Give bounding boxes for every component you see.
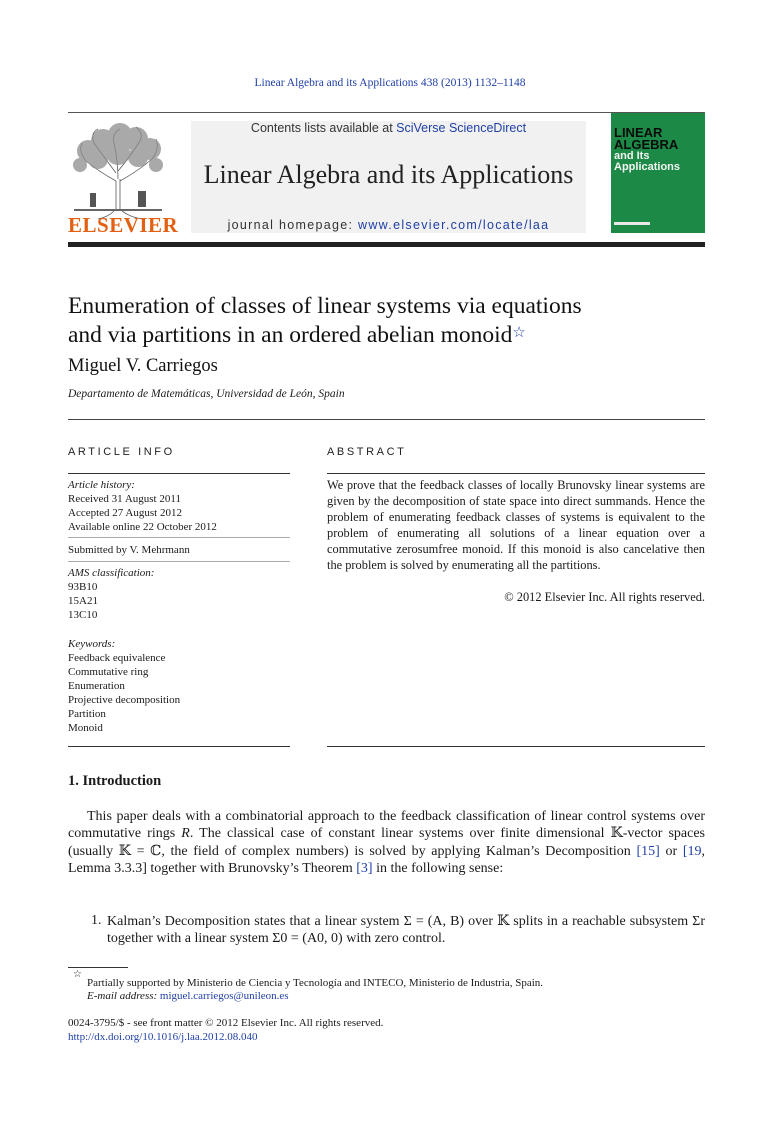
intro-text-d: , Lemma 3.3.3] together with Brunovsky’s Theorem <box>68 843 705 877</box>
list-item-kalman: Kalman’s Decomposition states that a linear system Σ = (A, B) over 𝕂 splits in a reachable subsystem Σr together with a linear system Σ0 = (A0, 0) with zero control. <box>107 914 705 947</box>
cover-line-2: ALGEBRA <box>614 137 679 152</box>
abstract-text: We prove that the feedback classes of locally Brunovsky linear systems are given by the decomposition of state space into direct summands. Hence the problem of enumerating feedback classes of systems is equivalent to the problem of enumerating all solutions of a linear equation over a commutative zerosumfree monoid. If this monoid is also cancelative then the problem is solved by enumerating all the partitions. <box>327 478 705 572</box>
contents-prefix: Contents lists available at <box>250 121 397 135</box>
history-label: Article history: <box>68 479 135 491</box>
article-info-bottom-rule <box>68 746 290 747</box>
abstract-copyright: © 2012 Elsevier Inc. All rights reserved. <box>504 590 705 604</box>
ams-code: 93B10 <box>68 581 98 593</box>
doi-link[interactable]: http://dx.doi.org/10.1016/j.laa.2012.08.040 <box>68 1031 258 1043</box>
footnote-funding: Partially supported by Ministerio de Ciencia y Tecnología and INTECO, Ministerio de Industria, Spain. <box>87 977 544 989</box>
author-email-link[interactable]: miguel.carriegos@unileon.es <box>159 990 289 1002</box>
ams-label: AMS classification: <box>68 567 155 579</box>
title-line-2: and via partitions in an ordered abelian monoid <box>68 322 513 348</box>
footnote-email <box>87 989 727 1003</box>
abstract-top-rule <box>327 473 705 474</box>
journal-cover-text <box>614 127 704 173</box>
keyword: Monoid <box>68 722 103 734</box>
email-label: E-mail address: <box>87 990 160 1002</box>
header-top-rule <box>68 112 705 113</box>
info-divider <box>68 561 290 562</box>
header-bottom-rule <box>68 242 705 247</box>
article-history <box>68 478 293 534</box>
article-info-top-rule <box>68 473 290 474</box>
keyword: Feedback equivalence <box>68 652 166 664</box>
intro-paragraph <box>68 808 705 878</box>
keyword: Commutative ring <box>68 666 149 678</box>
ref-link-15[interactable]: [15] <box>636 843 660 859</box>
footnote-rule <box>68 967 128 968</box>
info-divider <box>68 537 290 538</box>
keyword: Partition <box>68 708 106 720</box>
cover-line-3: and Its <box>614 150 650 162</box>
title-line-1: Enumeration of classes of linear systems via equations <box>68 293 582 319</box>
intro-text-a: This paper deals with a combinatorial approach to the feedback classification of linear control systems over commutative rings <box>68 809 705 842</box>
title-footnote-star-icon[interactable]: ☆ <box>512 325 526 341</box>
list-item-number: 1. <box>91 913 102 928</box>
affiliation-rule <box>68 419 705 420</box>
ref-link-3[interactable]: [3] <box>356 861 373 877</box>
ams-code: 15A21 <box>68 595 98 607</box>
journal-citation[interactable]: Linear Algebra and its Applications 438 (2013) 1132–1148 <box>254 77 526 89</box>
ams-code: 13C10 <box>68 609 98 621</box>
cover-line-1: LINEAR <box>614 125 663 140</box>
article-title <box>68 292 708 350</box>
homepage-line <box>191 218 586 232</box>
keywords-label: Keywords: <box>68 638 116 650</box>
keyword: Projective decomposition <box>68 694 181 706</box>
author-affiliation: Departamento de Matemáticas, Universidad de León, Spain <box>68 388 345 400</box>
elsevier-wordmark: ELSEVIER <box>68 213 179 237</box>
abstract-bottom-rule <box>327 746 705 747</box>
ref-link-19[interactable]: [19 <box>682 843 702 859</box>
author-name: Miguel V. Carriegos <box>68 356 218 376</box>
sciencedirect-link[interactable]: SciVerse ScienceDirect <box>396 121 527 135</box>
received-date: Received 31 August 2011 <box>68 493 181 505</box>
footnote-star-icon: ☆ <box>73 969 82 980</box>
section-heading-introduction: 1. Introduction <box>68 773 162 789</box>
article-info-heading: ARTICLE INFO <box>68 446 175 458</box>
keyword: Enumeration <box>68 680 125 692</box>
intro-text-e: in the following sense: <box>372 861 504 877</box>
cover-footer-mark <box>614 222 650 225</box>
keywords <box>68 637 293 735</box>
journal-title: Linear Algebra and its Applications <box>203 160 574 189</box>
contents-line <box>191 121 586 135</box>
accepted-date: Accepted 27 August 2012 <box>68 507 182 519</box>
homepage-prefix: journal homepage: <box>227 218 358 232</box>
abstract-heading: ABSTRACT <box>327 446 407 458</box>
online-date: Available online 22 October 2012 <box>68 521 217 533</box>
cover-line-4: Applications <box>614 161 681 173</box>
intro-text-c: or <box>659 843 683 859</box>
ams-classification <box>68 566 293 622</box>
ring-symbol: R <box>181 826 190 842</box>
submitted-by: Submitted by V. Mehrmann <box>68 544 190 556</box>
intro-text-b: . The classical case of constant linear systems over finite dimensional 𝕂-vector spaces (usually 𝕂 = ℂ, the field of complex numbers) is solved by applying Kalman’s Decomposition <box>68 826 705 859</box>
homepage-link[interactable]: www.elsevier.com/locate/laa <box>358 218 550 232</box>
issn-line: 0024-3795/$ - see front matter © 2012 Elsevier Inc. All rights reserved. <box>68 1017 384 1029</box>
